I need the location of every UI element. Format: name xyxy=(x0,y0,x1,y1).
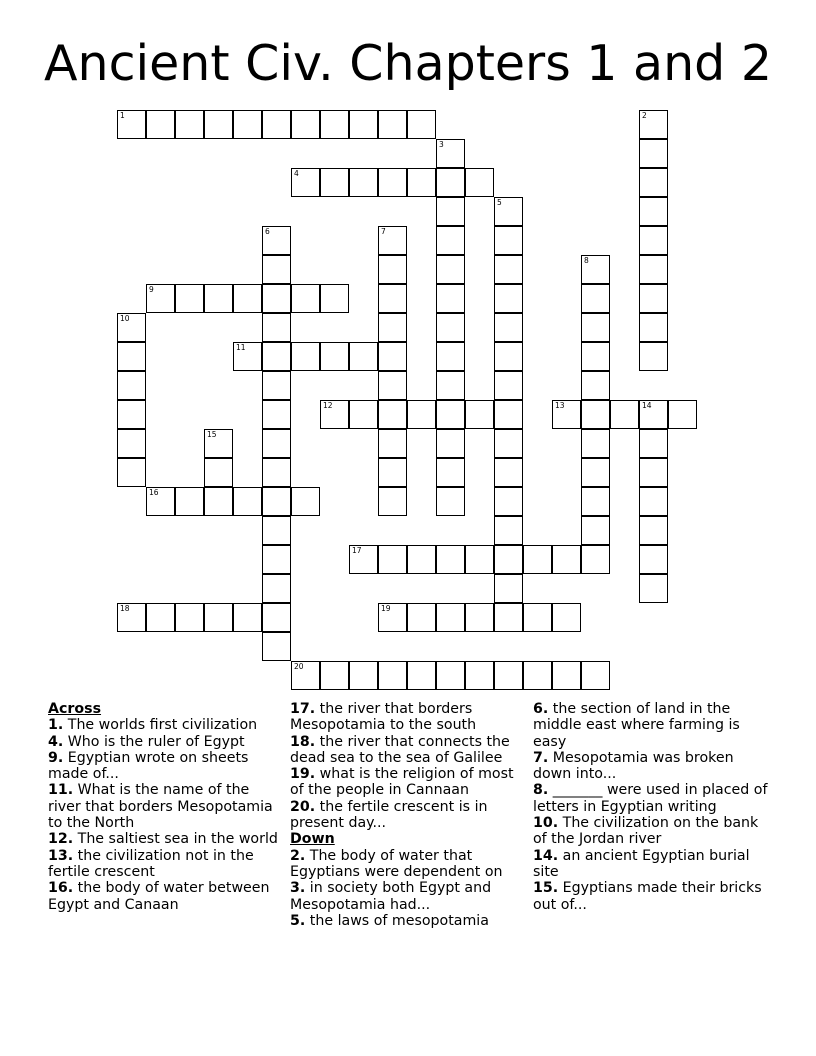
grid-cell[interactable] xyxy=(436,139,465,168)
grid-cell[interactable] xyxy=(378,458,407,487)
grid-cell[interactable] xyxy=(262,342,291,371)
grid-cell[interactable] xyxy=(639,458,668,487)
grid-cell[interactable] xyxy=(407,400,436,429)
grid-cell[interactable] xyxy=(262,226,291,255)
grid-cell[interactable] xyxy=(639,400,668,429)
grid-cell[interactable] xyxy=(639,487,668,516)
grid-cell[interactable] xyxy=(233,603,262,632)
grid-cell[interactable] xyxy=(291,661,320,690)
clue-item-number: 13. xyxy=(48,847,74,864)
grid-cell[interactable] xyxy=(581,458,610,487)
grid-cell[interactable] xyxy=(581,342,610,371)
clue-item-text: _______ were used in placed of letters in Egyptian writing xyxy=(533,782,768,815)
grid-cell[interactable] xyxy=(117,458,146,487)
clues-column-2 xyxy=(290,701,525,929)
grid-cell[interactable] xyxy=(436,226,465,255)
clue-item xyxy=(533,848,773,881)
grid-cell[interactable] xyxy=(639,197,668,226)
clue-item xyxy=(48,734,283,750)
grid-cell[interactable] xyxy=(262,574,291,603)
clue-item-number: 9. xyxy=(48,749,64,766)
clue-item-number: 2. xyxy=(290,847,306,864)
across-clue-list-continued xyxy=(290,701,525,831)
clue-item xyxy=(48,880,283,913)
grid-cell[interactable] xyxy=(175,603,204,632)
grid-cell[interactable] xyxy=(581,487,610,516)
grid-cell[interactable] xyxy=(262,458,291,487)
grid-cell[interactable] xyxy=(378,313,407,342)
clue-item-text: The body of water that Egyptians were dependent on xyxy=(290,847,503,880)
clue-item-number: 20. xyxy=(290,798,316,815)
clue-item-text: the fertile crescent is in present day... xyxy=(290,798,488,832)
grid-cell[interactable] xyxy=(291,342,320,371)
grid-cell[interactable] xyxy=(378,226,407,255)
grid-cell[interactable] xyxy=(407,603,436,632)
clue-number: 16 xyxy=(149,488,159,497)
clue-item-text: The saltiest sea in the world xyxy=(73,831,278,848)
grid-cell[interactable] xyxy=(378,487,407,516)
grid-cell[interactable] xyxy=(233,342,262,371)
grid-cell[interactable] xyxy=(581,516,610,545)
grid-cell[interactable] xyxy=(581,545,610,574)
grid-cell[interactable] xyxy=(639,168,668,197)
grid-cell[interactable] xyxy=(349,400,378,429)
clue-number: 5 xyxy=(497,198,502,207)
grid-cell[interactable] xyxy=(378,661,407,690)
clue-item-number: 14. xyxy=(533,847,559,864)
grid-cell[interactable] xyxy=(262,255,291,284)
grid-cell[interactable] xyxy=(349,545,378,574)
grid-cell[interactable] xyxy=(262,371,291,400)
clue-number: 3 xyxy=(439,140,444,149)
clue-item-text: the river that connects the dead sea to the sea of Galilee xyxy=(290,733,510,766)
grid-cell[interactable] xyxy=(494,342,523,371)
grid-cell[interactable] xyxy=(465,400,494,429)
grid-cell[interactable] xyxy=(436,661,465,690)
clue-item-number: 1. xyxy=(48,717,64,734)
grid-cell[interactable] xyxy=(494,458,523,487)
grid-cell[interactable] xyxy=(117,110,146,139)
clue-item-text: the laws of mesopotamia xyxy=(305,912,489,929)
clue-item xyxy=(290,766,525,799)
grid-cell[interactable] xyxy=(175,487,204,516)
clue-number: 8 xyxy=(584,256,589,265)
clue-item-number: 10. xyxy=(533,815,559,832)
clue-number: 20 xyxy=(294,662,304,671)
clue-number: 6 xyxy=(265,227,270,236)
clue-item-text: the civilization not in the fertile crescent xyxy=(48,847,254,880)
clue-item xyxy=(48,717,283,733)
clue-item xyxy=(48,782,283,831)
down-clue-list-continued xyxy=(533,701,773,913)
clue-item xyxy=(290,913,525,929)
grid-cell[interactable] xyxy=(552,400,581,429)
grid-cell[interactable] xyxy=(349,110,378,139)
grid-cell[interactable] xyxy=(117,603,146,632)
grid-cell[interactable] xyxy=(407,110,436,139)
grid-cell[interactable] xyxy=(494,400,523,429)
grid-cell[interactable] xyxy=(146,603,175,632)
clue-item-number: 15. xyxy=(533,880,559,897)
grid-cell[interactable] xyxy=(523,545,552,574)
grid-cell[interactable] xyxy=(436,458,465,487)
clue-number: 19 xyxy=(381,604,391,613)
clue-item xyxy=(290,880,525,913)
grid-cell[interactable] xyxy=(349,661,378,690)
clue-number: 12 xyxy=(323,401,333,410)
grid-cell[interactable] xyxy=(204,429,233,458)
clue-item-text: Egyptian wrote on sheets made of... xyxy=(48,749,249,783)
clue-number: 10 xyxy=(120,314,130,323)
clue-item-number: 11. xyxy=(48,782,74,799)
grid-cell[interactable] xyxy=(668,400,697,429)
puzzle-title: Ancient Civ. Chapters 1 and 2 xyxy=(44,35,772,92)
clue-item-text: the body of water between Egypt and Canaan xyxy=(48,880,270,913)
grid-cell[interactable] xyxy=(233,284,262,313)
grid-cell[interactable] xyxy=(262,487,291,516)
grid-cell[interactable] xyxy=(494,574,523,603)
grid-cell[interactable] xyxy=(436,342,465,371)
clue-item xyxy=(533,880,773,913)
grid-cell[interactable] xyxy=(378,284,407,313)
grid-cell[interactable] xyxy=(581,429,610,458)
clue-item xyxy=(48,848,283,881)
grid-cell[interactable] xyxy=(494,487,523,516)
grid-cell[interactable] xyxy=(639,545,668,574)
clue-item-number: 17. xyxy=(290,701,316,717)
grid-cell[interactable] xyxy=(581,313,610,342)
grid-cell[interactable] xyxy=(378,603,407,632)
grid-cell[interactable] xyxy=(436,168,465,197)
grid-cell[interactable] xyxy=(436,371,465,400)
grid-cell[interactable] xyxy=(494,545,523,574)
grid-cell[interactable] xyxy=(204,284,233,313)
clue-number: 11 xyxy=(236,343,246,352)
clue-item-number: 18. xyxy=(290,733,316,750)
down-clue-list xyxy=(290,848,525,929)
grid-cell[interactable] xyxy=(639,255,668,284)
across-heading: Across xyxy=(48,701,102,717)
clue-item-text: Egyptians made their bricks out of... xyxy=(533,880,762,913)
clue-item xyxy=(290,701,525,734)
clue-item-number: 4. xyxy=(48,733,64,750)
clue-item-number: 16. xyxy=(48,880,74,897)
grid-cell[interactable] xyxy=(320,168,349,197)
grid-cell[interactable] xyxy=(262,545,291,574)
grid-cell[interactable] xyxy=(494,197,523,226)
grid-cell[interactable] xyxy=(465,545,494,574)
grid-cell[interactable] xyxy=(494,255,523,284)
grid-cell[interactable] xyxy=(639,574,668,603)
grid-cell[interactable] xyxy=(436,313,465,342)
grid-cell[interactable] xyxy=(349,168,378,197)
clue-item-number: 19. xyxy=(290,766,316,783)
clue-item xyxy=(533,815,773,848)
grid-cell[interactable] xyxy=(639,226,668,255)
grid-cell[interactable] xyxy=(494,603,523,632)
grid-cell[interactable] xyxy=(581,661,610,690)
clue-item xyxy=(290,848,525,881)
grid-cell[interactable] xyxy=(436,545,465,574)
clue-number: 13 xyxy=(555,401,565,410)
clue-item xyxy=(533,782,773,815)
grid-cell[interactable] xyxy=(349,342,378,371)
across-clue-list xyxy=(48,717,283,913)
grid-cell[interactable] xyxy=(378,342,407,371)
clue-number: 1 xyxy=(120,111,125,120)
clue-item-text: Mesopotamia was broken down into... xyxy=(533,749,734,783)
clues-column-1 xyxy=(48,701,283,913)
clue-number: 2 xyxy=(642,111,647,120)
grid-cell[interactable] xyxy=(436,284,465,313)
clue-item-text: what is the religion of most of the people in Cannaan xyxy=(290,766,514,799)
grid-cell[interactable] xyxy=(581,255,610,284)
clue-number: 7 xyxy=(381,227,386,236)
grid-cell[interactable] xyxy=(639,342,668,371)
grid-cell[interactable] xyxy=(552,545,581,574)
grid-cell[interactable] xyxy=(204,458,233,487)
grid-cell[interactable] xyxy=(117,342,146,371)
grid-cell[interactable] xyxy=(494,516,523,545)
grid-cell[interactable] xyxy=(378,400,407,429)
clue-item-number: 3. xyxy=(290,880,306,897)
grid-cell[interactable] xyxy=(262,400,291,429)
clue-item-number: 6. xyxy=(533,701,549,717)
grid-cell[interactable] xyxy=(146,110,175,139)
clue-item-text: The civilization on the bank of the Jordan river xyxy=(533,815,759,848)
clue-number: 15 xyxy=(207,430,217,439)
clue-item-number: 12. xyxy=(48,831,74,848)
clue-item-text: the river that borders Mesopotamia to the south xyxy=(290,701,477,734)
grid-cell[interactable] xyxy=(320,110,349,139)
grid-cell[interactable] xyxy=(320,400,349,429)
grid-cell[interactable] xyxy=(233,110,262,139)
grid-cell[interactable] xyxy=(262,429,291,458)
grid-cell[interactable] xyxy=(639,284,668,313)
grid-cell[interactable] xyxy=(610,400,639,429)
grid-cell[interactable] xyxy=(291,284,320,313)
clue-item-text: the section of land in the middle east where farming is easy xyxy=(533,701,740,750)
grid-cell[interactable] xyxy=(523,603,552,632)
grid-cell[interactable] xyxy=(581,371,610,400)
grid-cell[interactable] xyxy=(378,545,407,574)
down-heading: Down xyxy=(290,831,335,848)
grid-cell[interactable] xyxy=(233,487,262,516)
clue-item-text: Who is the ruler of Egypt xyxy=(63,733,245,750)
grid-cell[interactable] xyxy=(262,603,291,632)
clues-column-3 xyxy=(533,701,773,913)
grid-cell[interactable] xyxy=(378,429,407,458)
grid-cell[interactable] xyxy=(291,487,320,516)
grid-cell[interactable] xyxy=(117,429,146,458)
grid-cell[interactable] xyxy=(494,429,523,458)
clue-item-text: an ancient Egyptian burial site xyxy=(533,847,750,880)
grid-cell[interactable] xyxy=(320,284,349,313)
clue-item xyxy=(48,831,283,847)
grid-cell[interactable] xyxy=(117,313,146,342)
grid-cell[interactable] xyxy=(117,400,146,429)
grid-cell[interactable] xyxy=(581,400,610,429)
grid-cell[interactable] xyxy=(639,429,668,458)
grid-cell[interactable] xyxy=(639,139,668,168)
grid-cell[interactable] xyxy=(204,603,233,632)
grid-cell[interactable] xyxy=(436,487,465,516)
grid-cell[interactable] xyxy=(146,284,175,313)
clue-number: 4 xyxy=(294,169,299,178)
grid-cell[interactable] xyxy=(262,313,291,342)
grid-cell[interactable] xyxy=(320,342,349,371)
grid-cell[interactable] xyxy=(175,284,204,313)
clue-item xyxy=(48,750,283,783)
grid-cell[interactable] xyxy=(465,661,494,690)
grid-cell[interactable] xyxy=(378,168,407,197)
grid-cell[interactable] xyxy=(204,487,233,516)
grid-cell[interactable] xyxy=(465,168,494,197)
grid-cell[interactable] xyxy=(291,168,320,197)
grid-cell[interactable] xyxy=(175,110,204,139)
clue-number: 17 xyxy=(352,546,362,555)
grid-cell[interactable] xyxy=(494,661,523,690)
grid-cell[interactable] xyxy=(378,110,407,139)
clue-item-text: What is the name of the river that borders Mesopotamia to the North xyxy=(48,782,273,832)
grid-cell[interactable] xyxy=(436,255,465,284)
grid-cell[interactable] xyxy=(639,516,668,545)
clue-item xyxy=(290,734,525,767)
grid-cell[interactable] xyxy=(262,110,291,139)
clue-item-number: 7. xyxy=(533,749,549,766)
grid-cell[interactable] xyxy=(436,603,465,632)
grid-cell[interactable] xyxy=(639,313,668,342)
clue-item-number: 5. xyxy=(290,912,306,929)
clue-number: 9 xyxy=(149,285,154,294)
grid-cell[interactable] xyxy=(436,429,465,458)
grid-cell[interactable] xyxy=(407,661,436,690)
grid-cell[interactable] xyxy=(407,168,436,197)
clue-item xyxy=(533,701,773,750)
grid-cell[interactable] xyxy=(146,487,175,516)
grid-cell[interactable] xyxy=(494,226,523,255)
clue-item xyxy=(533,750,773,783)
clue-number: 18 xyxy=(120,604,130,613)
grid-cell[interactable] xyxy=(465,603,494,632)
grid-cell[interactable] xyxy=(378,255,407,284)
grid-cell[interactable] xyxy=(494,313,523,342)
grid-cell[interactable] xyxy=(436,197,465,226)
grid-cell[interactable] xyxy=(552,661,581,690)
grid-cell[interactable] xyxy=(436,400,465,429)
clue-number: 14 xyxy=(642,401,652,410)
grid-cell[interactable] xyxy=(378,371,407,400)
grid-cell[interactable] xyxy=(262,632,291,661)
clue-item-number: 8. xyxy=(533,782,549,799)
grid-cell[interactable] xyxy=(262,284,291,313)
grid-cell[interactable] xyxy=(523,661,552,690)
grid-cell[interactable] xyxy=(494,371,523,400)
clue-item-text: The worlds first civilization xyxy=(63,717,258,734)
grid-cell[interactable] xyxy=(639,110,668,139)
grid-cell[interactable] xyxy=(117,371,146,400)
grid-cell[interactable] xyxy=(262,516,291,545)
grid-cell[interactable] xyxy=(552,603,581,632)
grid-cell[interactable] xyxy=(494,284,523,313)
grid-cell[interactable] xyxy=(291,110,320,139)
clue-item xyxy=(290,799,525,832)
clue-item-text: in society both Egypt and Mesopotamia had... xyxy=(290,880,492,913)
grid-cell[interactable] xyxy=(581,284,610,313)
grid-cell[interactable] xyxy=(204,110,233,139)
grid-cell[interactable] xyxy=(407,545,436,574)
grid-cell[interactable] xyxy=(320,661,349,690)
